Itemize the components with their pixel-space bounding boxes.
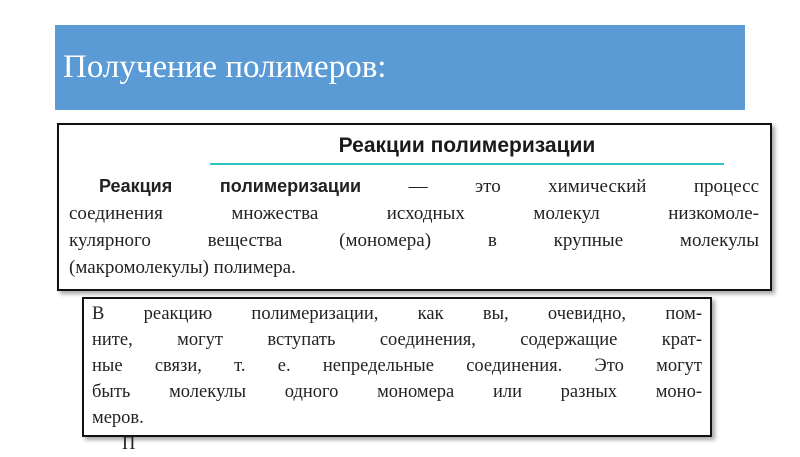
- section-heading: Реакции полимеризации: [338, 134, 596, 157]
- explanation-line: В реакцию полимеризации, как вы, очевидно, пом-: [92, 304, 702, 324]
- explanation-line: ните, могут вступать соединения, содержащие крат-: [92, 330, 702, 350]
- defined-term: Реакция полимеризации: [99, 176, 362, 196]
- slide-title: Получение полимеров:: [63, 49, 387, 85]
- definition-text: [69, 173, 759, 281]
- explanation-line: быть молекулы одного мономера или разных моно-: [92, 382, 702, 402]
- explanation-text: [92, 301, 702, 457]
- slide-title-bar: [55, 25, 745, 110]
- definition-line: соединения множества исходных молекул низкомоле-: [69, 203, 759, 224]
- explanation-line: ные связи, т. е. непредельные соединения. Это могут: [92, 356, 702, 376]
- definition-line-rest: — это химический процесс: [361, 176, 760, 197]
- explanation-line: меров.: [92, 408, 144, 428]
- heading-underline: [210, 163, 724, 165]
- definition-line: (макромолекулы) полимера.: [69, 257, 296, 278]
- explanation-box: [82, 297, 712, 454]
- definition-line: [69, 173, 759, 200]
- definition-box: [57, 123, 772, 291]
- definition-line: кулярного вещества (мономера) в крупные молекулы: [69, 230, 759, 251]
- explanation-line-cut: П: [122, 434, 136, 454]
